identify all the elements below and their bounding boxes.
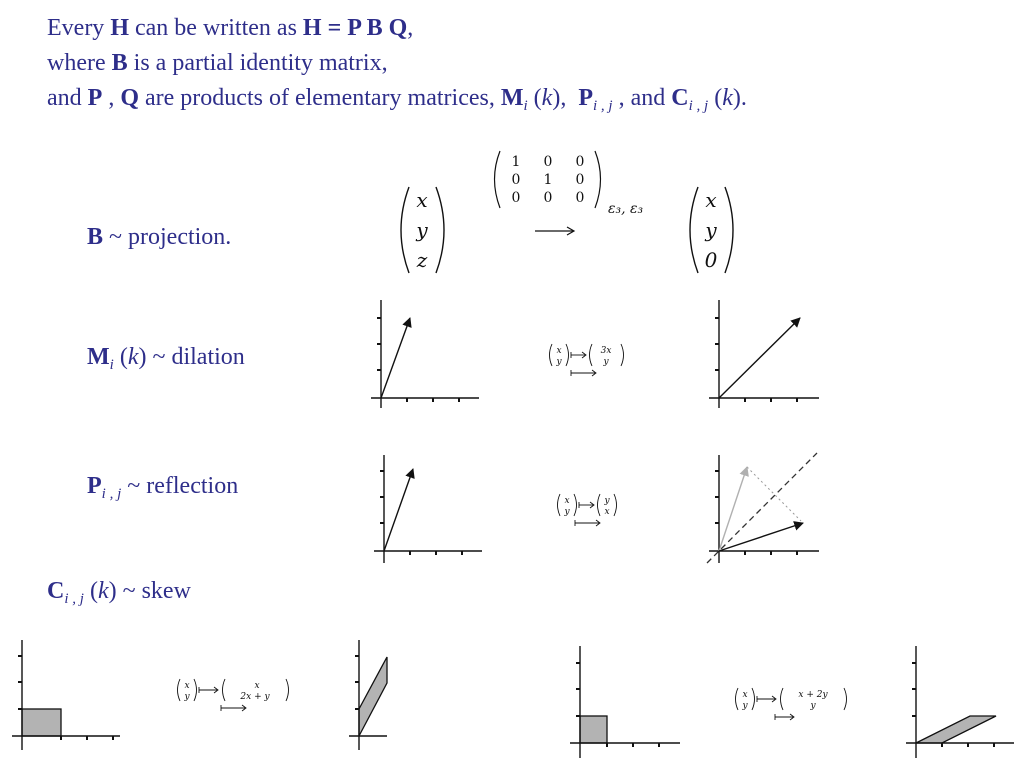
- reflection-label: $P_{i , j}$ ~ reflection: [87, 473, 239, 502]
- svg-text:x + 2y: x + 2y: [798, 690, 828, 700]
- svg-text:y: y: [742, 701, 748, 711]
- svg-text:0: 0: [543, 154, 553, 170]
- dilation-after-plot: [705, 300, 825, 410]
- skew-label: $C_{i , j}$ (k) ~ skew: [47, 578, 191, 607]
- dilation-label: $M_i$ (k) ~ dilation: [87, 344, 245, 373]
- svg-text:3x: 3x: [600, 346, 612, 356]
- reflection-before-plot: [368, 455, 488, 565]
- reflection-mapping: [553, 490, 638, 530]
- svg-text:0: 0: [511, 190, 521, 206]
- header-line-2: where B is a partial identity matrix,: [47, 50, 388, 76]
- svg-text:0: 0: [575, 172, 585, 188]
- svg-text:2x + y: 2x + y: [240, 692, 270, 702]
- reflection-axis-line: [707, 453, 817, 563]
- svg-text:x: x: [604, 507, 610, 517]
- dilation-before-plot: [365, 300, 485, 410]
- skew-left-mapping: [173, 675, 298, 717]
- vector-entry: x: [416, 188, 428, 212]
- vector-entry: 0: [704, 248, 718, 272]
- svg-text:0: 0: [575, 154, 585, 170]
- reflection-after-plot: [705, 455, 830, 567]
- svg-text:x: x: [742, 690, 748, 700]
- svg-text:y: y: [564, 507, 570, 517]
- svg-text:ε₃, ε₃: ε₃, ε₃: [608, 201, 644, 217]
- skew-right-before-plot: [568, 646, 688, 761]
- svg-text:y: y: [184, 692, 190, 702]
- svg-text:y: y: [604, 496, 610, 506]
- svg-text:0: 0: [543, 190, 553, 206]
- svg-text:x: x: [564, 496, 570, 506]
- svg-text:x: x: [556, 346, 562, 356]
- skew-left-after-plot: [347, 640, 447, 755]
- vector-entry: y: [416, 218, 428, 242]
- svg-text:0: 0: [575, 190, 585, 206]
- svg-text:y: y: [603, 357, 609, 367]
- svg-text:1: 1: [511, 154, 521, 170]
- skew-right-after-plot: [902, 646, 1017, 761]
- projection-label: B ~ projection.: [87, 224, 232, 250]
- svg-text:x: x: [184, 681, 190, 691]
- skew-right-mapping: [731, 684, 856, 726]
- svg-text:1: 1: [543, 172, 553, 188]
- svg-text:y: y: [810, 701, 816, 711]
- projection-matrix: [490, 148, 610, 213]
- basis-label: [608, 198, 668, 218]
- svg-text:0: 0: [511, 172, 521, 188]
- header-line-3: and P , Q are products of elementary matrices, $M_i$ (k), $P_{i , j}$ , and $C_{i , j}$ (k).: [47, 85, 747, 114]
- vector-entry: x: [705, 188, 717, 212]
- vector-entry: y: [705, 218, 717, 242]
- header-line-1: Every H can be written as H = P B Q,: [47, 15, 414, 41]
- vector-entry: z: [416, 248, 428, 272]
- svg-text:x: x: [254, 681, 260, 691]
- dilation-mapping: [545, 340, 640, 380]
- long-right-arrow-icon: [533, 224, 578, 238]
- projection-output-vector: [684, 183, 739, 278]
- skew-left-before-plot: [12, 640, 127, 755]
- svg-text:y: y: [556, 357, 562, 367]
- projection-input-vector: [395, 183, 450, 278]
